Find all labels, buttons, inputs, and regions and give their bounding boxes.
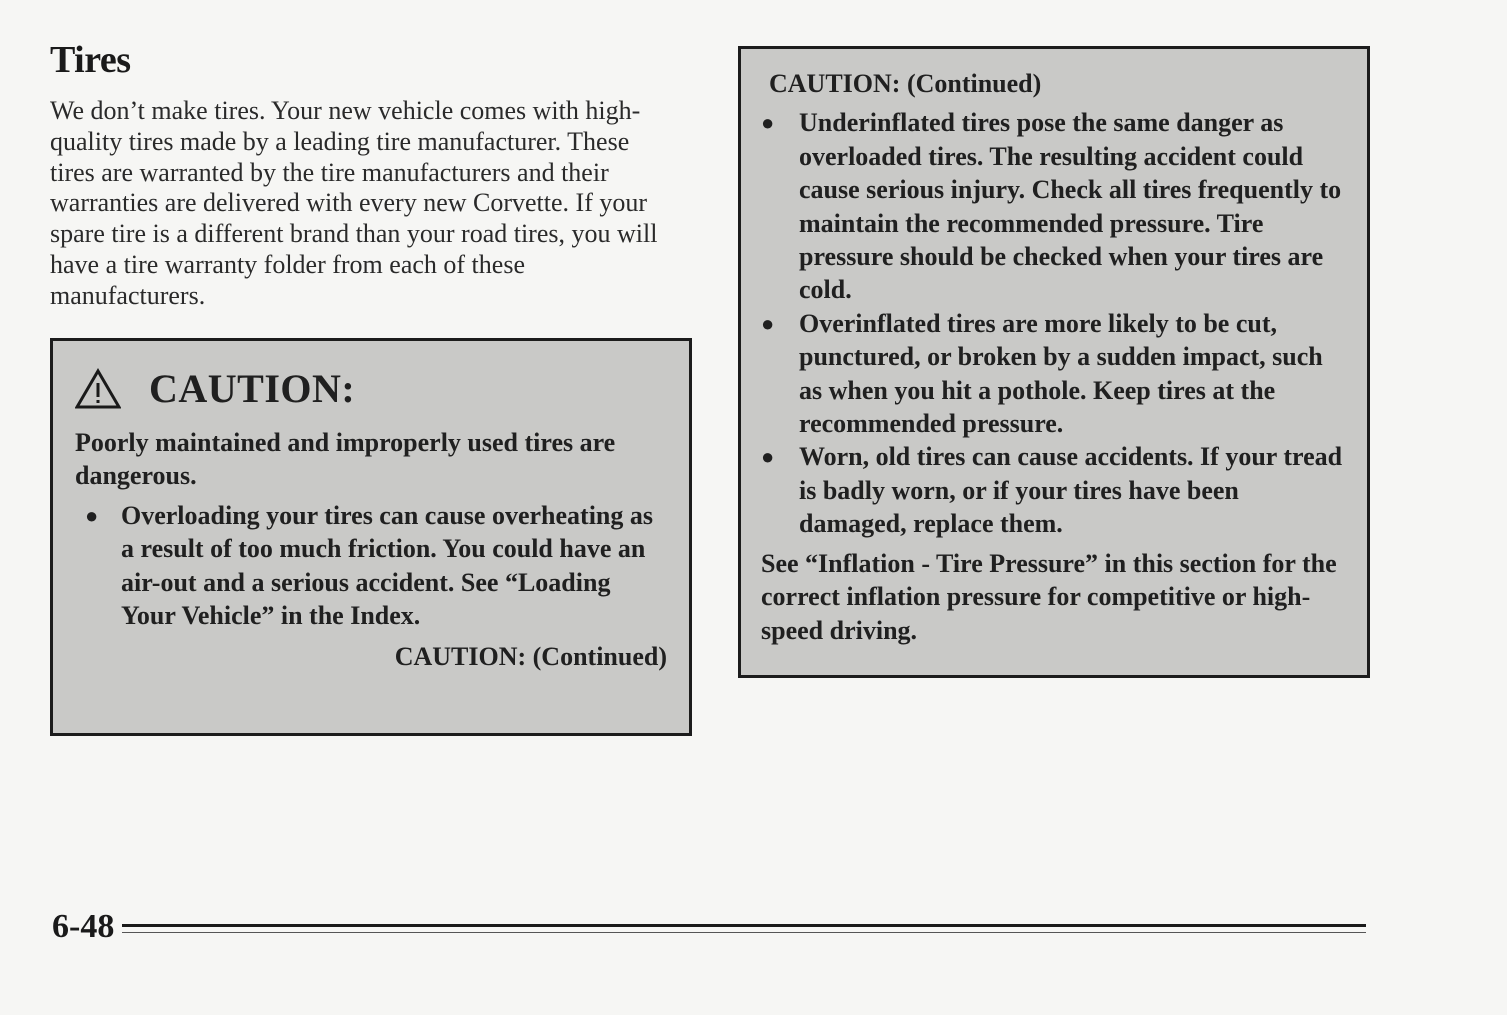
caution-continued-box — [738, 46, 1370, 678]
caution-continued-heading: CAUTION: (Continued) — [769, 69, 1042, 98]
intro-paragraph: We don’t make tires. Your new vehicle comes with high-quality tires made by a leading tire manufacturer. These tires are warranted by the tire manufacturers and their warranties are delivered with every new Corvette. If your spare tire is a different brand than your road tires, you will have a tire warranty folder from each of these manufacturers. — [50, 96, 658, 310]
caution-bullet-item — [85, 499, 667, 633]
caution-heading: CAUTION: — [149, 366, 356, 411]
caution-bullet-item — [761, 106, 1347, 306]
caution-bullet-text: Overloading your tires can cause overheating as a result of too much friction. You could have an air-out and a serious accident. See “Loading Your Vehicle” in the Index. — [121, 500, 654, 631]
bullet-icon: ● — [761, 110, 775, 136]
bullet-icon: ● — [761, 444, 775, 470]
caution-bullet-list — [75, 499, 667, 633]
caution-bullet-item — [761, 440, 1347, 540]
caution-lead-text: Poorly maintained and improperly used tires are dangerous. — [75, 428, 616, 491]
caution-bullet-text: Underinflated tires pose the same danger as overloaded tires. The resulting accident could cause serious injury. Check all tires frequently to maintain the recommended pressure. Tire pressure should be checked when your tires are cold. — [799, 108, 1342, 305]
caution-bullet-text: Overinflated tires are more likely to be cut, punctured, or broken by a sudden impact, such as when you hit a pothole. Keep tires at the recommended pressure. — [799, 308, 1323, 439]
caution-bullet-text: Worn, old tires can cause accidents. If your tread is badly worn, or if your tires have been damaged, replace them. — [799, 442, 1343, 539]
page-title: Tires — [50, 39, 131, 81]
bullet-icon: ● — [85, 502, 99, 528]
caution-bullet-item — [761, 307, 1347, 441]
see-also-text: See “Inflation - Tire Pressure” in this section for the correct inflation pressure for competitive or high-speed driving. — [761, 548, 1337, 645]
caution-continued-bullet-list — [761, 106, 1347, 540]
page-number: 6-48 — [52, 908, 115, 945]
caution-header — [75, 365, 667, 412]
caution-box — [50, 338, 692, 736]
footer-rule — [122, 924, 1366, 927]
warning-triangle-icon — [75, 368, 121, 410]
footer-rule-thin — [122, 932, 1366, 933]
bullet-icon: ● — [761, 310, 775, 336]
caution-continued-label: CAUTION: (Continued) — [394, 642, 667, 672]
